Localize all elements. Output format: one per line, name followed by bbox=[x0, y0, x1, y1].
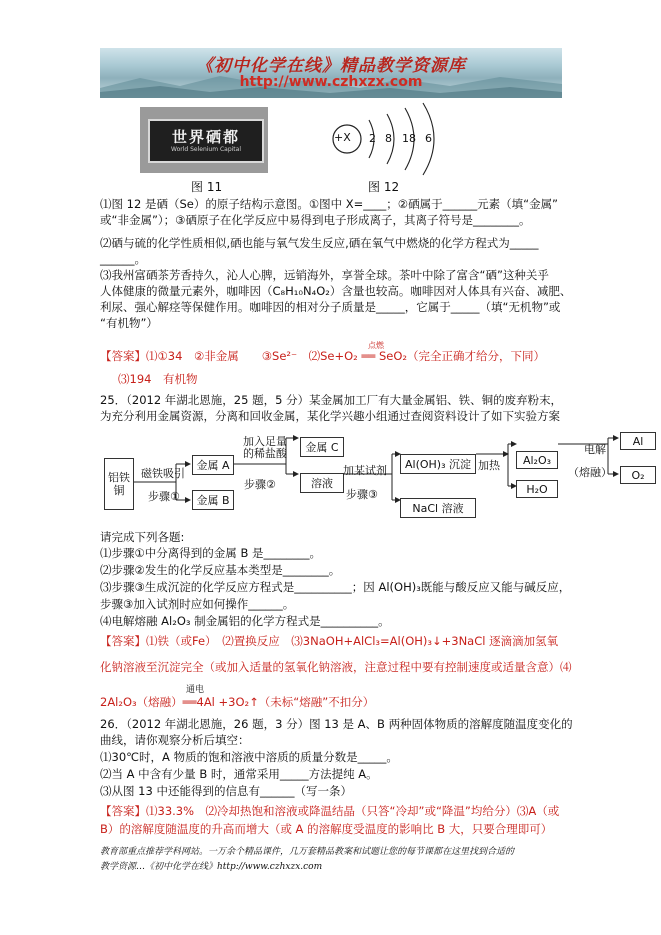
oxygen-box: O₂ bbox=[620, 466, 656, 484]
q25-question-3b: 步骤③加入试剂时应如何操作______。 bbox=[100, 597, 295, 611]
q25-question-3: ⑶步骤③生成沉淀的化学反应方程式是__________；因 Al(OH)₃既能与酸反应又能与碱反应， bbox=[100, 580, 571, 594]
step3-label: 步骤③ bbox=[346, 488, 378, 501]
q24-line-2: 或“非金属”）；③硒原子在化学反应中易得到电子形成离子，其离子符号是________。 bbox=[100, 213, 531, 227]
q24-line-8: “有机物”） bbox=[100, 316, 158, 330]
plaque-text: 世界硒都 bbox=[171, 128, 240, 146]
mixture-box: 铝铁铜 bbox=[104, 458, 134, 510]
shell-count-3: 18 bbox=[402, 132, 416, 145]
q25-answer-condition: 通电 bbox=[186, 685, 205, 695]
q24-line-3: ⑵硒与硫的化学性质相似,硒也能与氧气发生反应,硒在氧气中燃烧的化学方程式为_____ bbox=[100, 236, 539, 250]
al2o3-box: Al₂O₃ bbox=[516, 451, 558, 469]
acid-label: 加入足量的稀盐酸 bbox=[243, 435, 287, 460]
metal-c-box: 金属 C bbox=[300, 437, 344, 457]
q25-line-1: 25．（2012 年湖北恩施，25 题，5 分）某金属加工厂有大量金属铝、铁、铜的废弃粉末， bbox=[100, 393, 563, 407]
reagent-label: 加某试剂 bbox=[343, 464, 387, 477]
shell-count-4: 6 bbox=[425, 132, 432, 145]
figure-12-caption: 图 12 bbox=[368, 180, 400, 194]
electrolysis-label: 电解 bbox=[584, 443, 606, 456]
q25-line-2: 为充分利用金属资源，分离和回收金属，某化学兴趣小组通过查阅资料设计了如下实验方案 bbox=[100, 409, 560, 423]
step1-label: 步骤① bbox=[148, 490, 180, 503]
step2-label: 步骤② bbox=[244, 478, 276, 491]
plaque-photo bbox=[140, 107, 268, 173]
q24-line-4: ______。 bbox=[100, 252, 146, 266]
heat-label: 加热 bbox=[478, 459, 500, 472]
solution-box: 溶液 bbox=[300, 473, 344, 493]
q26-answer-line-2: B）的溶解度随温度的升高而增大（或 A 的溶解度受温度的影响比 B 大，只要合理即可） bbox=[100, 822, 553, 836]
q26-line-5: ⑶从图 13 中还能得到的信息有______（写一条） bbox=[100, 784, 352, 798]
q24-answer-line-1: 【答案】⑴①34 ②非金属 ③Se²⁻ ⑵Se+O₂ ══ SeO₂（完全正确才给分，下同） bbox=[100, 349, 545, 363]
metal-a-box: 金属 A bbox=[192, 455, 234, 475]
shell-count-1: 2 bbox=[369, 132, 376, 145]
q25-answer-line-2: 化钠溶液至沉淀完全（或加入适量的氢氧化钠溶液，注意过程中要有控制速度或适量含意）⑷ bbox=[100, 660, 572, 674]
footer-line-2[interactable]: 教学资源…《初中化学在线》http://www.czhxzx.com bbox=[100, 862, 323, 872]
nacl-solution-box: NaCl 溶液 bbox=[400, 498, 476, 518]
footer-line-1: 教育部重点推荐学科网站。一万余个精品课件，几万套精品教案和试题让您的每节课都在这里找到合适的 bbox=[100, 847, 515, 857]
figure-11-caption: 图 11 bbox=[191, 180, 223, 194]
q24-line-6: 人体健康的微量元素外，咖啡因（C₈H₁₀N₄O₂）含量也较高。咖啡因对人体具有兴奋、减肥、 bbox=[100, 284, 572, 298]
q24-line-1: ⑴图 12 是硒（Se）的原子结构示意图。①图中 X=____；②硒属于______元素（填“金属” bbox=[100, 197, 559, 211]
q25-question-2: ⑵步骤②发生的化学反应基本类型是________。 bbox=[100, 563, 341, 577]
q25-prompt: 请完成下列各题: bbox=[100, 530, 185, 544]
magnet-label: 磁铁吸引 bbox=[141, 467, 185, 480]
banner-url[interactable]: http://www.czhxzx.com bbox=[239, 74, 423, 90]
water-box: H₂O bbox=[516, 480, 558, 498]
q25-question-1: ⑴步骤①中分离得到的金属 B 是________。 bbox=[100, 546, 322, 560]
precipitate-box: Al(OH)₃ 沉淀 bbox=[400, 454, 476, 474]
q24-answer-condition: 点燃 bbox=[368, 341, 384, 350]
q24-answer-line-2: ⑶194 有机物 bbox=[118, 372, 198, 386]
shell-count-2: 8 bbox=[385, 132, 392, 145]
banner-title: 《初中化学在线》精品教学资源库 bbox=[196, 56, 466, 76]
metal-b-box: 金属 B bbox=[192, 490, 234, 510]
q25-answer-line-3: 2Al₂O₃（熔融）══4Al +3O₂↑（未标“熔融”不扣分） bbox=[100, 695, 375, 709]
q26-line-2: 曲线，请你观察分析后填空： bbox=[100, 733, 250, 747]
q24-line-7: 利尿、强心解痉等保健作用。咖啡因的相对分子质量是_____，它属于_____（填“无机物”或 bbox=[100, 300, 561, 314]
q25-question-4: ⑷电解熔融 Al₂O₃ 制金属铝的化学方程式是__________。 bbox=[100, 614, 390, 628]
q25-answer-line-1: 【答案】⑴铁（或Fe） ⑵置换反应 ⑶3NaOH+AlCl₃=Al(OH)₃↓+3NaCl 逐滴滴加氢氧 bbox=[100, 634, 559, 648]
q24-line-5: ⑶我州富硒茶芳香持久，沁人心脾，远销海外，享誉全球。茶叶中除了富含“硒”这种关乎 bbox=[100, 268, 549, 282]
header-banner bbox=[100, 48, 562, 98]
q26-answer-line-1: 【答案】⑴33.3% ⑵冷却热饱和溶液或降温结晶（只答“冷却”或“降温”均给分）⑶A（或 bbox=[100, 804, 560, 818]
aluminium-box: Al bbox=[620, 432, 656, 450]
nucleus-label: +X bbox=[334, 131, 351, 144]
plaque-subtext: World Selenium Capital bbox=[170, 146, 242, 153]
melt-label: （熔融） bbox=[568, 466, 612, 479]
q26-line-3: ⑴30℃时，A 物质的饱和溶液中溶质的质量分数是_____。 bbox=[100, 750, 398, 764]
q26-line-4: ⑵当 A 中含有少量 B 时，通常采用_____方法提纯 A。 bbox=[100, 767, 378, 781]
q26-line-1: 26．（2012 年湖北恩施，26 题，3 分）图 13 是 A、B 两种固体物质的溶解度随温度变化的 bbox=[100, 717, 573, 731]
